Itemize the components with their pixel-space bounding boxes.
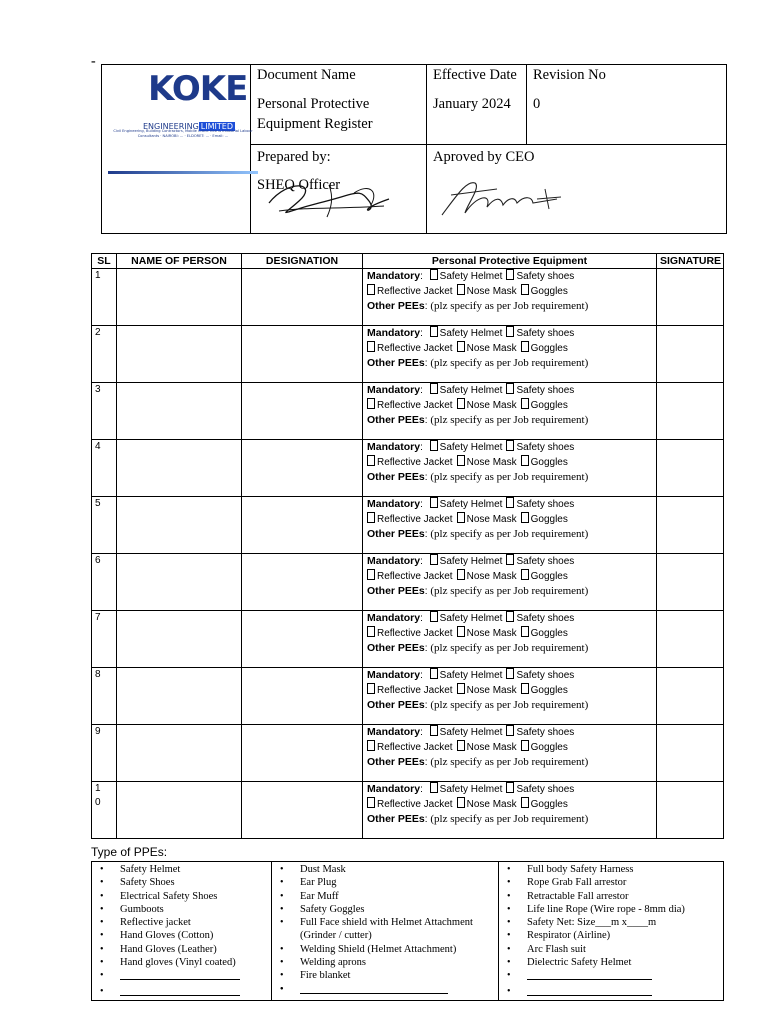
ppe-type-item: • Ear Muff xyxy=(272,890,498,903)
checkbox-label: Safety Helmet xyxy=(439,613,503,624)
other-label: Other PEEs xyxy=(367,813,425,825)
table-row xyxy=(92,269,724,326)
document-header xyxy=(101,64,727,234)
mandatory-line-2 xyxy=(367,626,653,641)
mandatory-line: Mandatory: Safety Helmet Safety shoes xyxy=(367,384,575,396)
table-row xyxy=(92,497,724,554)
checkbox-label: Reflective Jacket xyxy=(377,571,453,582)
ppe-types-col-1 xyxy=(92,862,272,1001)
blank-line[interactable] xyxy=(527,969,652,980)
checkbox-label: Goggles xyxy=(530,457,568,468)
checkbox[interactable] xyxy=(457,512,465,523)
checkbox-label: Safety Helmet xyxy=(439,385,503,396)
ppe-cell xyxy=(363,554,657,611)
ppe-type-item: • Safety Goggles xyxy=(272,903,498,916)
name-of-person-cell[interactable] xyxy=(117,497,242,554)
serial-number: 3 xyxy=(92,383,117,440)
checkbox-label: Safety shoes xyxy=(516,271,575,282)
table-row xyxy=(92,782,724,839)
ppe-type-blank[interactable] xyxy=(272,983,498,998)
ppe-type-item: • Hand Gloves (Leather) xyxy=(92,943,271,956)
checkbox[interactable] xyxy=(430,668,438,679)
effective-date-label: Effective Date xyxy=(433,67,517,83)
blank-line[interactable] xyxy=(120,985,240,996)
checkbox-label: Safety Helmet xyxy=(439,499,503,510)
signature-cell[interactable] xyxy=(657,782,724,839)
ppe-type-item: • Safety Net: Size___m x____m xyxy=(499,916,723,929)
other-text: (plz specify as per Job requirement) xyxy=(430,813,589,825)
other-line: Other PEEs: (plz specify as per Job requirement) xyxy=(367,300,589,312)
blank-line[interactable] xyxy=(527,985,652,996)
signature-cell[interactable] xyxy=(657,383,724,440)
checkbox-label: Reflective Jacket xyxy=(377,286,453,297)
designation-cell[interactable] xyxy=(242,611,363,668)
other-label: Other PEEs xyxy=(367,300,425,312)
revision-cell xyxy=(527,65,727,145)
signature-cell[interactable] xyxy=(657,554,724,611)
mandatory-label: Mandatory xyxy=(367,612,421,624)
checkbox[interactable] xyxy=(367,797,375,808)
mandatory-label: Mandatory xyxy=(367,270,421,282)
ppe-type-item: • Reflective jacket xyxy=(92,916,271,929)
checkbox-label: Reflective Jacket xyxy=(377,628,453,639)
mandatory-line: Mandatory: Safety Helmet Safety shoes xyxy=(367,612,575,624)
logo-cell xyxy=(102,65,251,234)
other-label: Other PEEs xyxy=(367,642,425,654)
signature-cell[interactable] xyxy=(657,497,724,554)
checkbox[interactable] xyxy=(430,440,438,451)
checkbox[interactable] xyxy=(430,497,438,508)
checkbox-label: Goggles xyxy=(530,799,568,810)
ppe-type-blank[interactable] xyxy=(92,985,271,1000)
mandatory-label: Mandatory xyxy=(367,555,421,567)
effective-date: January 2024 xyxy=(433,96,511,112)
table-header-row xyxy=(92,254,724,269)
ppe-type-item: • Hand gloves (Vinyl coated) xyxy=(92,956,271,969)
other-line: Other PEEs: (plz specify as per Job requirement) xyxy=(367,642,589,654)
ppe-type-item: • Safety Shoes xyxy=(92,876,271,889)
other-text: (plz specify as per Job requirement) xyxy=(430,642,589,654)
designation-cell[interactable] xyxy=(242,326,363,383)
checkbox[interactable] xyxy=(367,683,375,694)
logo-underline xyxy=(108,171,258,174)
name-of-person-cell[interactable] xyxy=(117,668,242,725)
ppe-type-item: • Retractable Fall arrestor xyxy=(499,890,723,903)
col-header-designation: DESIGNATION xyxy=(242,254,363,269)
checkbox[interactable] xyxy=(367,455,375,466)
col-header-sl: SL xyxy=(92,254,117,269)
name-of-person-cell[interactable] xyxy=(117,725,242,782)
other-text: (plz specify as per Job requirement) xyxy=(430,414,589,426)
checkbox-label: Nose Mask xyxy=(466,343,517,354)
signature-cell[interactable] xyxy=(657,668,724,725)
ppe-cell xyxy=(363,782,657,839)
mandatory-line: Mandatory: Safety Helmet Safety shoes xyxy=(367,498,575,510)
ppe-type-item: • Ear Plug xyxy=(272,876,498,889)
designation-cell[interactable] xyxy=(242,782,363,839)
checkbox[interactable] xyxy=(457,341,465,352)
ppe-type-blank[interactable] xyxy=(92,969,271,984)
document-name: Personal Protective Equipment Register xyxy=(257,96,373,132)
mandatory-label: Mandatory xyxy=(367,384,421,396)
mandatory-line: Mandatory: Safety Helmet Safety shoes xyxy=(367,441,575,453)
checkbox[interactable] xyxy=(521,455,529,466)
mandatory-line-2 xyxy=(367,683,653,698)
checkbox-label: Safety shoes xyxy=(516,670,575,681)
mandatory-line-2 xyxy=(367,284,653,299)
table-row xyxy=(92,611,724,668)
mandatory-line-2 xyxy=(367,740,653,755)
other-text: (plz specify as per Job requirement) xyxy=(430,300,589,312)
mandatory-line: Mandatory: Safety Helmet Safety shoes xyxy=(367,270,575,282)
checkbox-label: Goggles xyxy=(530,685,568,696)
checkbox-label: Reflective Jacket xyxy=(377,457,453,468)
table-row xyxy=(92,326,724,383)
table-row xyxy=(92,383,724,440)
checkbox[interactable] xyxy=(521,512,529,523)
checkbox[interactable] xyxy=(367,341,375,352)
ppe-type-item: • Rope Grab Fall arrestor xyxy=(499,876,723,889)
ppe-type-item: • Welding aprons xyxy=(272,956,498,969)
serial-number: 7 xyxy=(92,611,117,668)
other-label: Other PEEs xyxy=(367,471,425,483)
checkbox-label: Reflective Jacket xyxy=(377,343,453,354)
logo-tagline: ENGINEERING LIMITED xyxy=(143,122,233,131)
mandatory-line-2 xyxy=(367,455,653,470)
ppe-type-item: • Respirator (Airline) xyxy=(499,929,723,942)
ppe-type-blank[interactable] xyxy=(499,969,723,984)
checkbox[interactable] xyxy=(521,626,529,637)
mandatory-line-2 xyxy=(367,797,653,812)
prepared-by-role: SHEQ Officer xyxy=(257,177,341,193)
ppe-type-item: • Gumboots xyxy=(92,903,271,916)
mandatory-line: Mandatory: Safety Helmet Safety shoes xyxy=(367,327,575,339)
checkbox-label: Safety Helmet xyxy=(439,271,503,282)
checkbox[interactable] xyxy=(367,569,375,580)
checkbox[interactable] xyxy=(506,440,514,451)
logo-small-print: Civil Engineering, Building Contractors, Mobile Crane Hire & Industrial Labour Consultants · NAIROBI: ... · ELDORET: ... · Email: ... xyxy=(113,129,253,138)
checkbox[interactable] xyxy=(521,398,529,409)
other-line: Other PEEs: (plz specify as per Job requirement) xyxy=(367,528,589,540)
serial-number: 6 xyxy=(92,554,117,611)
mandatory-label: Mandatory xyxy=(367,327,421,339)
ppe-cell xyxy=(363,668,657,725)
mandatory-line: Mandatory: Safety Helmet Safety shoes xyxy=(367,669,575,681)
checkbox[interactable] xyxy=(430,383,438,394)
other-label: Other PEEs xyxy=(367,414,425,426)
checkbox[interactable] xyxy=(430,326,438,337)
ppe-type-item: • Full Face shield with Helmet Attachment (Grinder / cutter) xyxy=(272,916,498,943)
checkbox-label: Safety Helmet xyxy=(439,556,503,567)
ppe-types-col-2 xyxy=(272,862,499,1001)
name-of-person-cell[interactable] xyxy=(117,383,242,440)
other-label: Other PEEs xyxy=(367,528,425,540)
signature-cell[interactable] xyxy=(657,326,724,383)
checkbox[interactable] xyxy=(430,554,438,565)
logo-name: KOKE xyxy=(148,69,248,109)
checkbox-label: Safety shoes xyxy=(516,499,575,510)
ppe-type-blank[interactable] xyxy=(499,985,723,1000)
checkbox[interactable] xyxy=(457,569,465,580)
mandatory-label: Mandatory xyxy=(367,441,421,453)
checkbox-label: Safety shoes xyxy=(516,556,575,567)
ppe-types-table xyxy=(91,861,724,1001)
designation-cell[interactable] xyxy=(242,725,363,782)
designation-cell[interactable] xyxy=(242,269,363,326)
checkbox-label: Nose Mask xyxy=(466,514,517,525)
checkbox[interactable] xyxy=(506,725,514,736)
ppe-register-table xyxy=(91,253,724,839)
revision-label: Revision No xyxy=(533,67,606,83)
other-text: (plz specify as per Job requirement) xyxy=(430,699,589,711)
checkbox-label: Goggles xyxy=(530,343,568,354)
checkbox[interactable] xyxy=(457,398,465,409)
checkbox[interactable] xyxy=(506,497,514,508)
checkbox[interactable] xyxy=(506,326,514,337)
other-label: Other PEEs xyxy=(367,585,425,597)
serial-number: 9 xyxy=(92,725,117,782)
ppe-type-item: • Dust Mask xyxy=(272,863,498,876)
checkbox-label: Safety shoes xyxy=(516,385,575,396)
col-header-name: NAME OF PERSON xyxy=(117,254,242,269)
checkbox-label: Safety Helmet xyxy=(439,442,503,453)
checkbox[interactable] xyxy=(430,269,438,280)
col-header-ppe: Personal Protective Equipment xyxy=(363,254,657,269)
revision-number: 0 xyxy=(533,96,541,112)
checkbox-label: Safety shoes xyxy=(516,613,575,624)
other-text: (plz specify as per Job requirement) xyxy=(430,756,589,768)
serial-number: 1 xyxy=(92,269,117,326)
mandatory-label: Mandatory xyxy=(367,498,421,510)
signature-cell[interactable] xyxy=(657,611,724,668)
checkbox-label: Nose Mask xyxy=(466,400,517,411)
mandatory-line-2 xyxy=(367,398,653,413)
name-of-person-cell[interactable] xyxy=(117,326,242,383)
ppe-cell xyxy=(363,725,657,782)
other-line: Other PEEs: (plz specify as per Job requirement) xyxy=(367,414,589,426)
mandatory-line-2 xyxy=(367,341,653,356)
approved-by-cell xyxy=(427,145,727,234)
designation-cell[interactable] xyxy=(242,497,363,554)
name-of-person-cell[interactable] xyxy=(117,782,242,839)
effective-date-cell xyxy=(427,65,527,145)
checkbox-label: Nose Mask xyxy=(466,571,517,582)
ppe-type-item: • Electrical Safety Shoes xyxy=(92,890,271,903)
checkbox-label: Safety Helmet xyxy=(439,727,503,738)
ppe-type-item: • Dielectric Safety Helmet xyxy=(499,956,723,969)
company-logo xyxy=(108,69,258,209)
other-line: Other PEEs: (plz specify as per Job requirement) xyxy=(367,357,589,369)
other-line: Other PEEs: (plz specify as per Job requirement) xyxy=(367,699,589,711)
checkbox[interactable] xyxy=(506,611,514,622)
approved-by-label: Aproved by CEO xyxy=(433,149,535,165)
signature-cell[interactable] xyxy=(657,269,724,326)
checkbox-label: Safety shoes xyxy=(516,727,575,738)
ppe-cell xyxy=(363,440,657,497)
checkbox-label: Goggles xyxy=(530,286,568,297)
checkbox-label: Goggles xyxy=(530,400,568,411)
mandatory-line: Mandatory: Safety Helmet Safety shoes xyxy=(367,783,575,795)
document-name-label: Document Name xyxy=(257,67,356,83)
checkbox[interactable] xyxy=(457,284,465,295)
ppe-type-item: • Full body Safety Harness xyxy=(499,863,723,876)
checkbox-label: Nose Mask xyxy=(466,685,517,696)
checkbox[interactable] xyxy=(457,683,465,694)
checkbox-label: Nose Mask xyxy=(466,286,517,297)
blank-line[interactable] xyxy=(300,983,448,994)
other-text: (plz specify as per Job requirement) xyxy=(430,528,589,540)
checkbox[interactable] xyxy=(506,668,514,679)
mandatory-line: Mandatory: Safety Helmet Safety shoes xyxy=(367,555,575,567)
serial-number: 8 xyxy=(92,668,117,725)
ppe-cell xyxy=(363,611,657,668)
ppe-cell xyxy=(363,383,657,440)
checkbox[interactable] xyxy=(457,797,465,808)
serial-number: 2 xyxy=(92,326,117,383)
checkbox[interactable] xyxy=(430,782,438,793)
corner-mark: - xyxy=(91,54,96,69)
checkbox-label: Nose Mask xyxy=(466,799,517,810)
table-row xyxy=(92,440,724,497)
other-label: Other PEEs xyxy=(367,756,425,768)
checkbox[interactable] xyxy=(521,683,529,694)
other-text: (plz specify as per Job requirement) xyxy=(430,357,589,369)
checkbox-label: Reflective Jacket xyxy=(377,742,453,753)
checkbox-label: Safety Helmet xyxy=(439,670,503,681)
ppe-type-item: • Hand Gloves (Cotton) xyxy=(92,929,271,942)
document-name-cell xyxy=(251,65,427,145)
mandatory-label: Mandatory xyxy=(367,669,421,681)
checkbox[interactable] xyxy=(506,554,514,565)
checkbox[interactable] xyxy=(506,269,514,280)
ppe-type-item: • Welding Shield (Helmet Attachment) xyxy=(272,943,498,956)
checkbox-label: Reflective Jacket xyxy=(377,799,453,810)
ppe-cell xyxy=(363,326,657,383)
ppe-type-item: • Fire blanket xyxy=(272,969,498,982)
preparer-signature xyxy=(259,173,399,221)
serial-number: 5 xyxy=(92,497,117,554)
ppe-cell xyxy=(363,497,657,554)
other-line: Other PEEs: (plz specify as per Job requirement) xyxy=(367,813,589,825)
prepared-by-label: Prepared by: xyxy=(257,149,331,165)
signature-cell[interactable] xyxy=(657,725,724,782)
checkbox-label: Goggles xyxy=(530,742,568,753)
checkbox[interactable] xyxy=(367,626,375,637)
checkbox[interactable] xyxy=(521,341,529,352)
other-line: Other PEEs: (plz specify as per Job requirement) xyxy=(367,585,589,597)
checkbox-label: Safety Helmet xyxy=(439,328,503,339)
designation-cell[interactable] xyxy=(242,554,363,611)
col-header-signature: SIGNATURE xyxy=(657,254,724,269)
ppe-type-item: • Safety Helmet xyxy=(92,863,271,876)
checkbox-label: Goggles xyxy=(530,628,568,639)
ceo-signature xyxy=(437,175,567,219)
table-row xyxy=(92,554,724,611)
checkbox[interactable] xyxy=(506,782,514,793)
ppe-types-col-3 xyxy=(499,862,724,1001)
checkbox[interactable] xyxy=(367,284,375,295)
name-of-person-cell[interactable] xyxy=(117,440,242,497)
mandatory-line-2 xyxy=(367,569,653,584)
other-text: (plz specify as per Job requirement) xyxy=(430,471,589,483)
other-label: Other PEEs xyxy=(367,699,425,711)
name-of-person-cell[interactable] xyxy=(117,269,242,326)
other-line: Other PEEs: (plz specify as per Job requirement) xyxy=(367,471,589,483)
designation-cell[interactable] xyxy=(242,440,363,497)
prepared-by-cell xyxy=(251,145,427,234)
mandatory-label: Mandatory xyxy=(367,783,421,795)
checkbox-label: Safety Helmet xyxy=(439,784,503,795)
checkbox[interactable] xyxy=(521,797,529,808)
table-row xyxy=(92,668,724,725)
checkbox[interactable] xyxy=(367,512,375,523)
checkbox[interactable] xyxy=(457,740,465,751)
checkbox[interactable] xyxy=(521,569,529,580)
checkbox[interactable] xyxy=(506,383,514,394)
ppe-type-item: • Arc Flash suit xyxy=(499,943,723,956)
serial-number: 4 xyxy=(92,440,117,497)
designation-cell[interactable] xyxy=(242,668,363,725)
mandatory-label: Mandatory xyxy=(367,726,421,738)
ppe-cell xyxy=(363,269,657,326)
checkbox[interactable] xyxy=(457,455,465,466)
checkbox-label: Safety shoes xyxy=(516,328,575,339)
checkbox-label: Nose Mask xyxy=(466,457,517,468)
serial-number: 1 0 xyxy=(92,782,117,839)
checkbox-label: Reflective Jacket xyxy=(377,685,453,696)
checkbox-label: Nose Mask xyxy=(466,628,517,639)
checkbox-label: Reflective Jacket xyxy=(377,514,453,525)
checkbox[interactable] xyxy=(430,611,438,622)
blank-line[interactable] xyxy=(120,969,240,980)
designation-cell[interactable] xyxy=(242,383,363,440)
checkbox[interactable] xyxy=(367,740,375,751)
table-row xyxy=(92,725,724,782)
other-text: (plz specify as per Job requirement) xyxy=(430,585,589,597)
checkbox-label: Safety shoes xyxy=(516,784,575,795)
checkbox[interactable] xyxy=(457,626,465,637)
other-label: Other PEEs xyxy=(367,357,425,369)
checkbox-label: Goggles xyxy=(530,571,568,582)
name-of-person-cell[interactable] xyxy=(117,611,242,668)
checkbox-label: Safety shoes xyxy=(516,442,575,453)
checkbox[interactable] xyxy=(430,725,438,736)
other-line: Other PEEs: (plz specify as per Job requirement) xyxy=(367,756,589,768)
checkbox-label: Goggles xyxy=(530,514,568,525)
signature-cell[interactable] xyxy=(657,440,724,497)
checkbox-label: Nose Mask xyxy=(466,742,517,753)
checkbox[interactable] xyxy=(521,740,529,751)
name-of-person-cell[interactable] xyxy=(117,554,242,611)
checkbox[interactable] xyxy=(521,284,529,295)
checkbox-label: Reflective Jacket xyxy=(377,400,453,411)
ppe-types-title: Type of PPEs: xyxy=(91,845,168,859)
checkbox[interactable] xyxy=(367,398,375,409)
ppe-type-item: • Life line Rope (Wire rope - 8mm dia) xyxy=(499,903,723,916)
mandatory-line-2 xyxy=(367,512,653,527)
mandatory-line: Mandatory: Safety Helmet Safety shoes xyxy=(367,726,575,738)
